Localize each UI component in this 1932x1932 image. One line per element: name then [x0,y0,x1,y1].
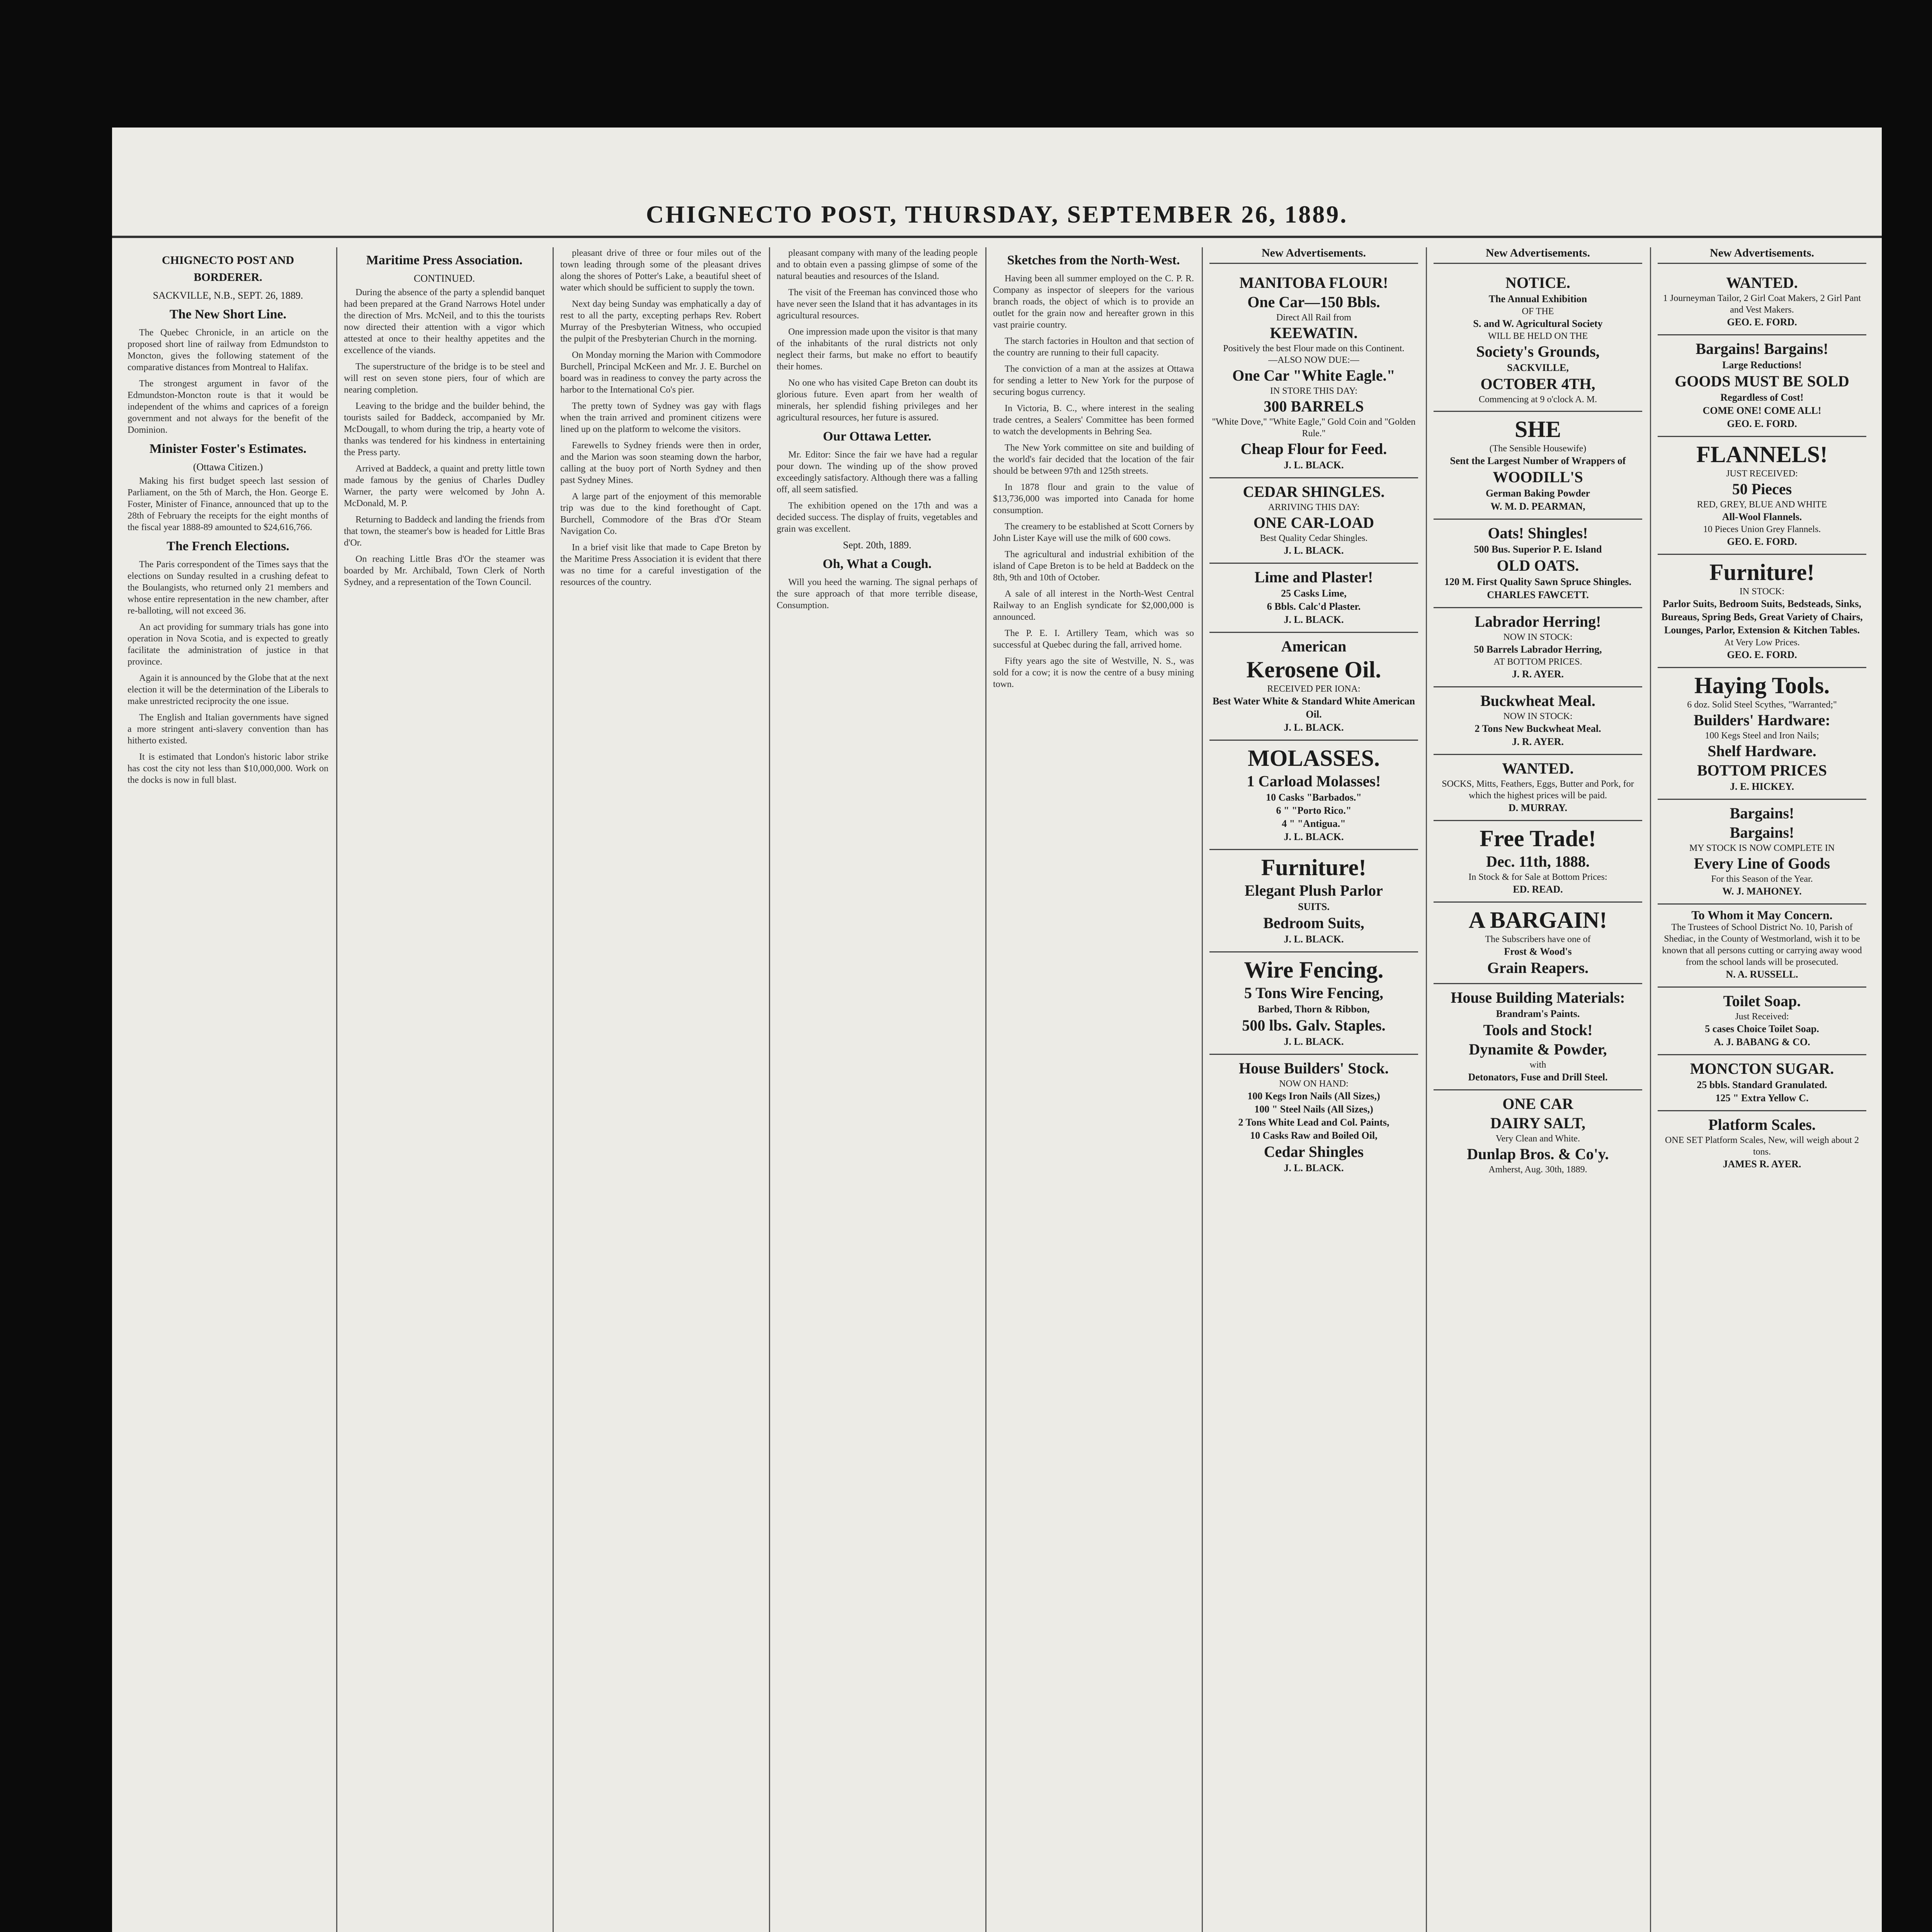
ad-flannels: FLANNELS! JUST RECEIVED: 50 Pieces RED, GREY, BLUE AND WHITE All-Wool Flannels. 10 Pieces Union Grey Flannels. GEO. E. FORD. [1658,437,1866,555]
ad-toilet-soap: Toilet Soap. Just Received: 5 cases Choice Toilet Soap. A. J. BABANG & CO. [1658,988,1866,1055]
column-4 [777,247,978,1932]
ad-dairy-salt: ONE CAR DAIRY SALT, Very Clean and White. Dunlap Bros. & Co'y. Amherst, Aug. 30th, 1889. [1467,1095,1609,1175]
article-paragraph: In Victoria, B. C., where interest in the sealing trade centres, a Sealers' Committee has been formed to watch the developments in Behring Sea. [993,403,1194,437]
article-paragraph: Arrived at Baddeck, a quaint and pretty little town made famous by the genius of Charles Dudley Warner, the party were welcomed by John A. McDonald, M. P. [344,464,545,509]
article-paragraph: No one who has visited Cape Breton can doubt its glorious future. Even apart from her wealth of minerals, her splendid fishing privileges and her agricultural resources, her future is assured. [777,378,978,423]
article-paragraph: One impression made upon the visitor is that many of the inhabitants of the rural districts not only neglect their farms, but make no effort to beautify their homes. [777,327,978,372]
ad-furniture: Furniture! Elegant Plush Parlor SUITS. Bedroom Suits, J. L. BLACK. [1209,850,1418,952]
ad-furniture-ford: Furniture! IN STOCK: Parlor Suits, Bedroom Suits, Bedsteads, Sinks, Bureaus, Spring Beds, Great Variety of Chairs, Lounges, Parlor, Extension & Kitchen Tables. At Very Low Prices. GEO. E. FORD. [1658,555,1866,668]
ad-wanted-socks: WANTED. SOCKS, Mitts, Feathers, Eggs, Butter and Pork, for which the highest prices will be paid. D. MURRAY. [1434,755,1642,821]
article-paragraph: In a brief visit like that made to Cape Breton by the Maritime Press Association it is evident that there was no time for a careful investigation of the resources of the country. [560,543,761,587]
article-paragraph: The Paris correspondent of the Times says that the elections on Sunday resulted in a crushing defeat to the Boulangists, who returned only 21 members and whose entire representation in the new chamber, after re-balloting, will not exceed 36. [128,560,328,616]
paper-name: CHIGNECTO POST AND BORDERER. [162,254,294,284]
article-paragraph: Again it is announced by the Globe that at the next election it will be the determination of the Liberals to make unrestricted reciprocity the one issue. [128,673,328,706]
article-paragraph: In 1878 flour and grain to the value of $13,736,000 was imported into Canada for home consumption. [993,482,1194,515]
article-paragraph: Fifty years ago the site of Westville, N. S., was sold for a cow; it is now the centre of a busy mining town. [993,656,1194,689]
article-paragraph: Will you heed the warning. The signal perhaps of the sure approach of that more terrible disease, Consumption. [777,577,978,611]
article-paragraph: pleasant drive of three or four miles out of the town leading through some of the pleasant drives along the shores of Potter's Lake, a beautiful sheet of water which should be sufficient to supply the town. [560,248,761,293]
article-paragraph: The strongest argument in favor of the Edmundston-Moncton route is that it would be independent of the whims and caprices of a foreign government and not always for the benefit of the Dominion. [128,379,328,435]
article-paragraph: On reaching Little Bras d'Or the steamer was boarded by Mr. Archibald, Town Clerk of North Sydney, and a representation of the Town Council. [344,554,545,587]
column-divider [553,247,554,1932]
ad-annual-exhibition: NOTICE. The Annual Exhibition OF THE S. and W. Agricultural Society WILL BE HELD ON THE Society's Grounds, SACKVILLE, OCTOBER 4TH, Commencing at 9 o'clock A. M. [1434,269,1642,412]
ad-cedar-shingles: CEDAR SHINGLES. ARRIVING THIS DAY: ONE CAR-LOAD Best Quality Cedar Shingles. J. L. BLACK. [1209,478,1418,564]
headline-short-line: The New Short Line. [169,307,287,321]
column-3 [560,247,761,1932]
headline-french-elections: The French Elections. [167,539,289,553]
article-paragraph: Returning to Baddeck and landing the friends from that town, the steamer's bow is headed for Little Bras d'Or. [344,515,545,548]
column-header: New Advertisements. [1658,247,1866,264]
ad-bargains-mahoney: Bargains! Bargains! MY STOCK IS NOW COMPLETE IN Every Line of Goods For this Season of the Year. W. J. MAHONEY. [1658,800,1866,905]
dateline: SACKVILLE, N.B., SEPT. 26, 1889. [153,290,303,301]
ad-buckwheat-meal: Buckwheat Meal. NOW IN STOCK: 2 Tons New Buckwheat Meal. J. R. AYER. [1434,687,1642,755]
article-paragraph: pleasant company with many of the leading people and to obtain even a passing glimpse of some of the natural beauties and resources of the Island. [777,248,978,281]
article-paragraph: The superstructure of the bridge is to be steel and will rest on seven stone piers, four of which are nearing completion. [344,362,545,395]
ad-baking-powder: SHE (The Sensible Housewife) Sent the Largest Number of Wrappers of WOODILL'S German Baking Powder W. M. D. PEARMAN, [1434,412,1642,520]
ad-wire-fencing: Wire Fencing. 5 Tons Wire Fencing, Barbed, Thorn & Ribbon, 500 lbs. Galv. Staples. J. L. BLACK. [1209,952,1418,1055]
ad-bargain-reapers: A BARGAIN! The Subscribers have one of Frost & Wood's Grain Reapers. [1434,903,1642,984]
column-1 [128,247,328,1932]
article-paragraph: The New York committee on site and building of the world's fair decided that the location of the fair should be between 97th and 125th streets. [993,443,1194,476]
article-paragraph: Leaving to the bridge and the builder behind, the tourists sailed for Baddeck, accompanied by Mr. McDougall, to whom during the trip, a hearty vote of thanks was tendered for his kindness in entertaining the Press party. [344,401,545,457]
ad-oats-shingles: Oats! Shingles! 500 Bus. Superior P. E. Island OLD OATS. 120 M. First Quality Sawn Spruce Shingles. CHARLES FAWCETT. [1434,520,1642,608]
ad-house-builders: House Builders' Stock. NOW ON HAND: 100 Kegs Iron Nails (All Sizes,) 100 " Steel Nails (All Sizes,) 2 Tons White Lead and Col. Paints, 10 Casks Raw and Boiled Oil, Cedar Shingles J. L. BLACK. [1238,1060,1389,1173]
ad-free-trade: Free Trade! Dec. 11th, 1888. In Stock & for Sale at Bottom Prices: ED. READ. [1434,821,1642,903]
article-paragraph: Having been all summer employed on the C. P. R. Company as inspector of sleepers for the various branch roads, the object of which is to provide an outlet for the grain now and hereafter grown in this vast prairie country. [993,274,1194,330]
column-header: New Advertisements. [1209,247,1418,264]
ad-haying-tools: Haying Tools. 6 doz. Solid Steel Scythes, "Warranted;" Builders' Hardware: 100 Kegs Steel and Iron Nails; Shelf Hardware. BOTTOM PRICES J. E. HICKEY. [1658,668,1866,800]
article-paragraph: The pretty town of Sydney was gay with flags when the train arrived and prominent citizens were lined up on the platform to welcome the visitors. [560,401,761,434]
column-divider [336,247,337,1932]
headline-foster-estimates: Minister Foster's Estimates. [149,442,307,456]
newspaper-page [112,128,1882,1932]
ad-manitoba-flour: MANITOBA FLOUR! One Car—150 Bbls. Direct All Rail from KEEWATIN. Positively the best Flour made on this Continent. —ALSO NOW DUE:— One Car "White Eagle." IN STORE THIS DAY: 300 BARRELS "White Dove," "White Eagle," Gold Coin and "Golden Rule." Cheap Flour for Feed. J. L. BLACK. [1209,269,1418,478]
ad-labrador-herring: Labrador Herring! NOW IN STOCK: 50 Barrels Labrador Herring, AT BOTTOM PRICES. J. R. AYER. [1434,608,1642,687]
article-paragraph: A sale of all interest in the North-West Central Railway to an English syndicate for $2,000,000 is announced. [993,589,1194,622]
ad-to-whom-it-may-concern: To Whom it May Concern. The Trustees of School District No. 10, Parish of Shediac, in the County of Westmorland, wish it to be known that all persons cutting or carrying away wood from the school lands will be prosecuted. N. A. RUSSELL. [1658,905,1866,988]
article-paragraph: During the absence of the party a splendid banquet had been prepared at the Grand Narrows Hotel under the direction of Mrs. McNeil, and to this the tourists now directed their attention with a vigor which attested at once to their healthy appetites and the excellence of the viands. [344,287,545,355]
article-paragraph: An act providing for summary trials has gone into operation in Nova Scotia, and is expected to greatly facilitate the administration of justice in that province. [128,622,328,667]
ad-kerosene-oil: American Kerosene Oil. RECEIVED PER IONA: Best Water White & Standard White American Oil. J. L. BLACK. [1209,633,1418,741]
headline-press-association: Maritime Press Association. [366,253,523,267]
article-paragraph: On Monday morning the Marion with Commodore Burchell, Principal McKeen and Mr. J. E. Burchel on board was in readiness to convey the party across the harbor to the International Co's pier. [560,350,761,395]
ad-building-materials: House Building Materials: Brandram's Paints. Tools and Stock! Dynamite & Powder, with Detonators, Fuse and Drill Steel. [1434,984,1642,1090]
column-divider [1650,247,1651,1932]
column-6 [1209,247,1418,1932]
ad-moncton-sugar: MONCTON SUGAR. 25 bbls. Standard Granulated. 125 " Extra Yellow C. [1658,1055,1866,1111]
column-5 [993,247,1194,1932]
article-paragraph: The visit of the Freeman has convinced those who have never seen the Island that it has advantages in its agricultural resources. [777,287,978,321]
masthead: CHIGNECTO POST, THURSDAY, SEPTEMBER 26, 1889. [112,193,1882,238]
ad-platform-scales: Platform Scales. ONE SET Platform Scales, New, will weigh about 2 tons. JAMES R. AYER. [1665,1116,1859,1170]
headline-north-west: Sketches from the North-West. [1007,253,1180,267]
ad-bargains-ford: Bargains! Bargains! Large Reductions! GOODS MUST BE SOLD Regardless of Cost! COME ONE! COME ALL! GEO. E. FORD. [1658,335,1866,437]
headline-cough: Oh, What a Cough. [823,557,932,571]
ad-lime-plaster: Lime and Plaster! 25 Casks Lime, 6 Bbls. Calc'd Plaster. J. L. BLACK. [1209,564,1418,633]
dateline: Sept. 20th, 1889. [843,539,912,551]
column-divider [1202,247,1203,1932]
source-line: (Ottawa Citizen.) [193,461,263,473]
column-8 [1658,247,1866,1932]
article-paragraph: The Quebec Chronicle, in an article on the proposed short line of railway from Edmundston to Moncton, gives the following statement of the comparative distances from Montreal to Halifax. [128,328,328,372]
article-paragraph: The English and Italian governments have signed a more stringent anti-slavery convention than has hitherto existed. [128,713,328,746]
article-paragraph: The creamery to be established at Scott Corners by John Lister Kaye will use the milk of 600 cows. [993,522,1194,543]
ad-wanted-tailor: WANTED. 1 Journeyman Tailor, 2 Girl Coat Makers, 2 Girl Pant and Vest Makers. GEO. E. FORD. [1658,269,1866,335]
article-paragraph: The conviction of a man at the assizes at Ottawa for sending a letter to New York for the purpose of securing bogus currency. [993,364,1194,397]
article-paragraph: The starch factories in Houlton and that section of the country are running to their full capacity. [993,336,1194,358]
continued-label: CONTINUED. [413,273,475,284]
article-paragraph: Farewells to Sydney friends were then in order, and the Marion was soon steaming down the harbor, calling at the buoy port of North Sydney and then past Sydney Mines. [560,440,761,485]
column-2 [344,247,545,1932]
article-paragraph: The agricultural and industrial exhibition of the island of Cape Breton is to be held at Baddeck on the 8th, 9th and 10th of October. [993,549,1194,583]
article-paragraph: A large part of the enjoyment of this memorable trip was due to the kind forethought of Capt. Burchell, Commodore of the Bras d'Or Steam Navigation Co. [560,492,761,536]
article-paragraph: It is estimated that London's historic labor strike has cost the city not less than $10,000,000. Work on the docks is now in full blast. [128,752,328,785]
article-paragraph: Making his first budget speech last session of Parliament, on the 5th of March, the Hon. George E. Foster, Minister of Finance, announced that up to the 28th of February the receipts for the eight months of the fiscal year 1888-89 amounted to $24,616,766. [128,476,328,532]
column-7 [1434,247,1642,1932]
column-divider [769,247,770,1932]
column-divider [1426,247,1427,1932]
headline-ottawa-letter: Our Ottawa Letter. [823,429,932,444]
ad-molasses: MOLASSES. 1 Carload Molasses! 10 Casks "Barbados." 6 " "Porto Rico." 4 " "Antigua." J. L. BLACK. [1209,741,1418,850]
column-divider [985,247,986,1932]
article-paragraph: The P. E. I. Artillery Team, which was so successful at Quebec during the fall, arrived home. [993,628,1194,650]
article-paragraph: Next day being Sunday was emphatically a day of rest to all the party, excepting perhaps Rev. Robert Murray of the Presbyterian Witness, who occupied the pulpit of the Presbyterian Church in the morning. [560,299,761,344]
article-paragraph: The exhibition opened on the 17th and was a decided success. The display of fruits, vegetables and grain was excellent. [777,501,978,534]
article-paragraph: Mr. Editor: Since the fair we have had a regular pour down. The winding up of the show proved exceedingly satisfactory. Although there was a falling off, all seem satisfied. [777,450,978,495]
column-header: New Advertisements. [1434,247,1642,264]
